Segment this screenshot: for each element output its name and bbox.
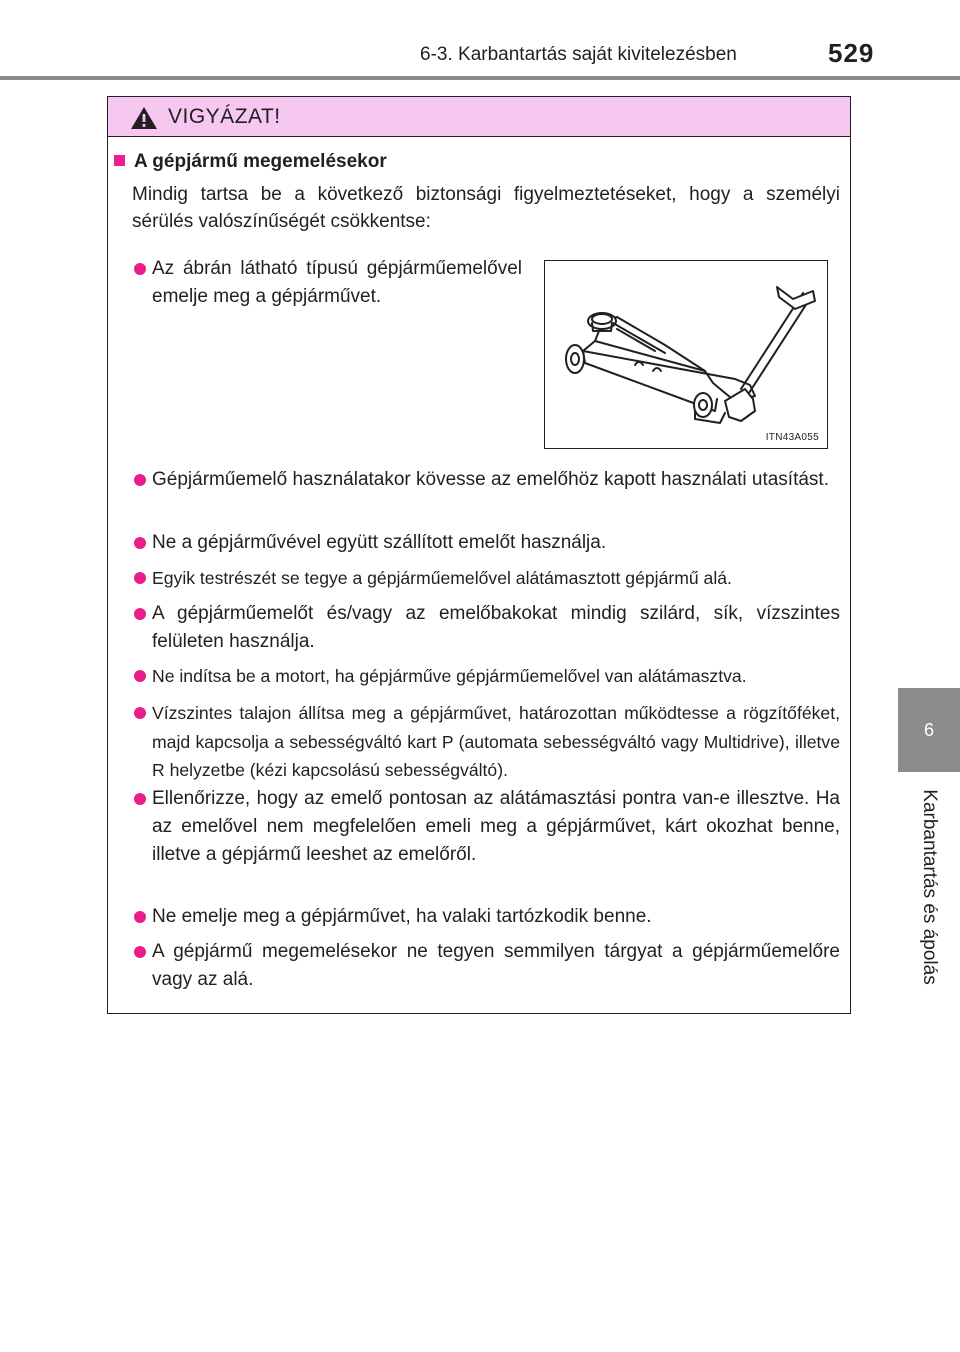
section-title: 6-3. Karbantartás saját kivitelezésben [420,44,737,65]
list-item-text: Ellenőrizze, hogy az emelő pontosan az alátámasztási pontra van-e illesztve. Ha az emelővel nem megfelelően emeli meg a gépjárművet, kárt okozhat benne, illetve a gépjármű leeshet az emelőről. [152,788,840,865]
page-number: 529 [828,38,875,68]
floor-jack-illustration [545,261,829,450]
list-item [152,255,522,311]
warning-title: VIGYÁZAT! [168,105,281,128]
chapter-title-text: Karbantartás és ápolás [919,789,940,985]
list-item-text: Ne emelje meg a gépjárművet, ha valaki tartózkodik benne. [152,906,652,927]
list-item [152,699,840,785]
list-item-text: A gépjármű megemelésekor ne tegyen semmilyen tárgyat a gépjárműemelőre vagy az alá. [152,941,840,990]
bullet-dot-icon [134,670,146,682]
bullet-dot-icon [134,911,146,923]
list-item [152,564,840,592]
list-item-text: Vízszintes talajon állítsa meg a gépjárművet, határozottan működtesse a rögzítőféket, majd kapcsolja a sebességváltó kart P (automata sebességváltó vagy Multidrive), illetve R helyzetbe (kézi kapcsolású sebességváltó). [152,703,840,780]
list-item-text: Gépjárműemelő használatakor kövesse az emelőhöz kapott használati utasítást. [152,469,829,490]
list-item-text: Ne indítsa be a motort, ha gépjárműve gépjárműemelővel van alátámasztva. [152,666,747,686]
figure-code: ITN43A055 [765,432,819,443]
list-item-text: Egyik testrészét se tegye a gépjárműemelővel alátámasztott gépjármű alá. [152,568,732,588]
list-item [152,600,840,656]
list-item [152,662,840,690]
square-bullet-icon [114,155,125,166]
bullet-dot-icon [134,537,146,549]
warning-section-title: A gépjármű megemelésekor [134,151,387,172]
chapter-tab[interactable]: 6 [898,688,960,772]
bullet-dot-icon [134,263,146,275]
warning-triangle-icon [130,106,158,130]
list-item [152,529,840,557]
bullet-dot-icon [134,946,146,958]
list-item-text: Az ábrán látható típusú gépjárműemelővel emelje meg a gépjárművet. [152,258,522,307]
floor-jack-figure [544,260,828,449]
bullet-dot-icon [134,793,146,805]
list-item [152,785,840,869]
list-item [152,466,840,494]
bullet-dot-icon [134,474,146,486]
warning-box [107,96,851,1014]
list-item [152,903,840,931]
bullet-dot-icon [134,707,146,719]
warning-intro: Mindig tartsa be a következő biztonsági figyelmeztetéseket, hogy a személyi sérülés valószínűségét csökkentse: [132,184,840,232]
list-item-text: Ne a gépjárművével együtt szállított emelőt használja. [152,532,607,553]
bullet-dot-icon [134,572,146,584]
bullet-dot-icon [134,608,146,620]
header-rule [0,76,960,80]
list-item-text: A gépjárműemelőt és/vagy az emelőbakokat mindig szilárd, sík, vízszintes felületen használja. [152,603,840,652]
list-item [152,938,840,994]
warning-header [108,97,850,137]
